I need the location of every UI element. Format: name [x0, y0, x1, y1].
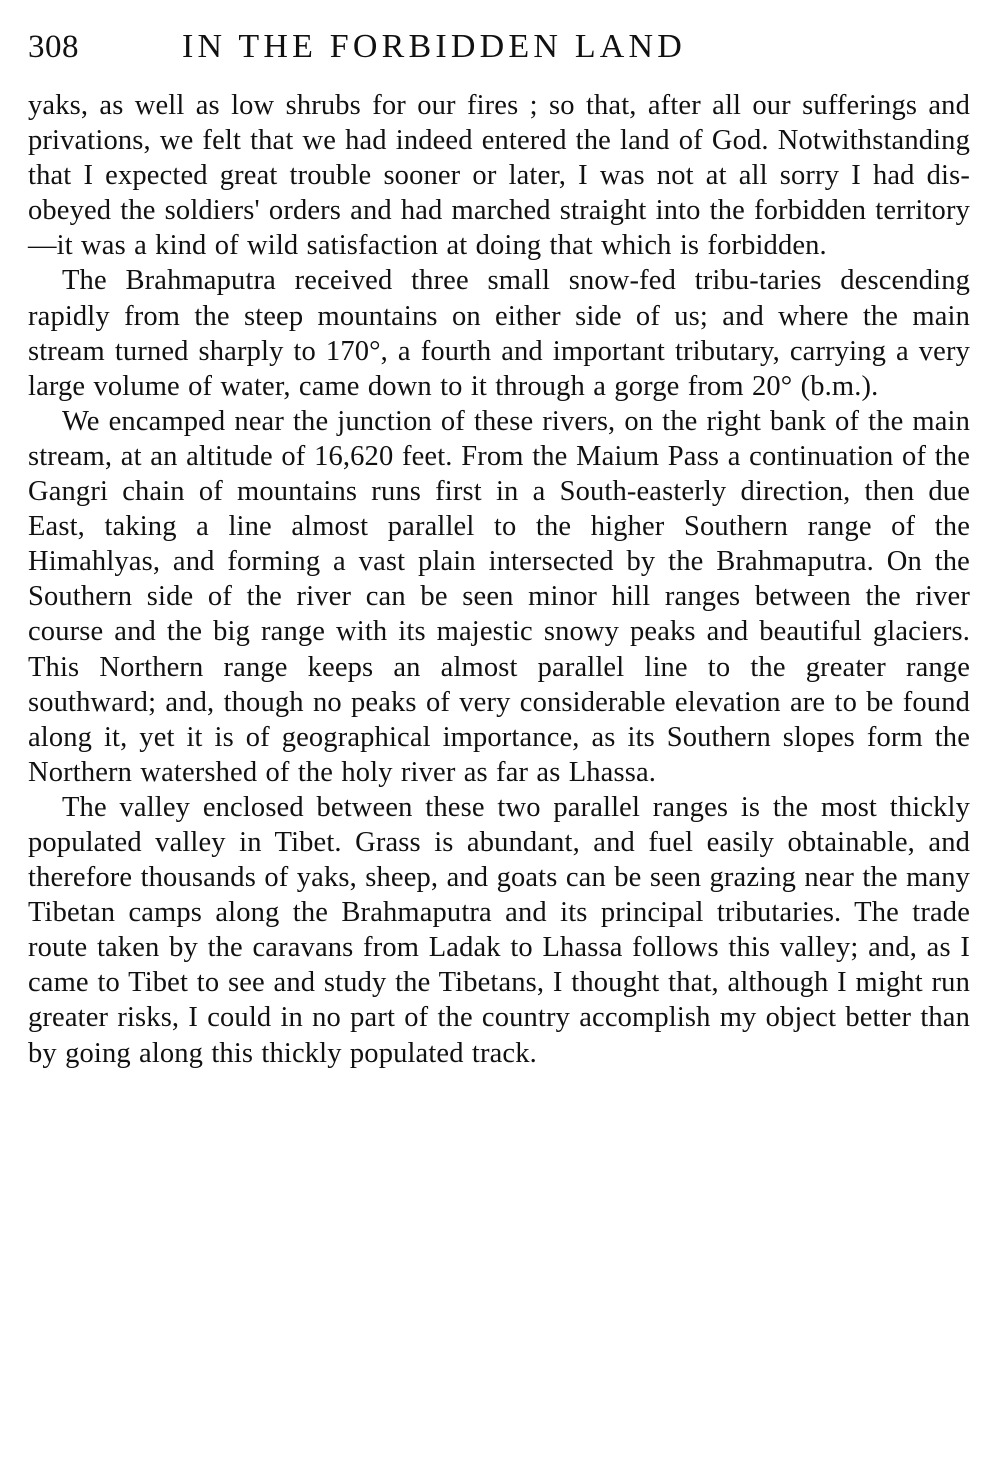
paragraph-valley: The valley enclosed between these two parallel ranges is the most thickly populated valley in Tibet. Grass is abundant, and fuel easily obtainable, and therefore thousands of yaks, sheep, and goats can be seen grazing near the many Tibetan camps along the Brahmaputra and its principal tributaries. The trade route taken by the caravans from Ladak to Lhassa follows this valley; and, as I came to Tibet to see and study the Tibetans, I thought that, although I might run greater risks, I could in no part of the country accomplish my object better than by going along this thickly populated track.	[28, 791, 970, 1069]
paragraph-continued: yaks, as well as low shrubs for our fires ; so that, after all our sufferings and privations, we felt that we had indeed entered the land of God. Notwithstanding that I expected great trouble sooner or later, I was not at all sorry I had dis-obeyed the soldiers' orders and had marched straight into the forbidden territory—it was a kind of wild satisfaction at doing that which is forbidden.	[28, 90, 970, 262]
paragraph-encampment: We encamped near the junction of these rivers, on the right bank of the main stream, at an altitude of 16,620 feet. From the Maium Pass a continuation of the Gangri chain of mountains runs first in a South-easterly direction, then due East, taking a line almost parallel to the higher Southern range of the Himahlyas, and forming a vast plain intersected by the Brahmaputra. On the Southern side of the river can be seen minor hill ranges between the river course and the big range with its majestic snowy peaks and beautiful glaciers. This Northern range keeps an almost parallel line to the greater range southward; and, though no peaks of very considerable elevation are to be found along it, yet it is of geographical importance, as its Southern slopes form the Northern watershed of the holy river as far as Lhassa.	[28, 405, 970, 788]
running-title: IN THE FORBIDDEN LAND	[182, 28, 687, 65]
page-number: 308	[28, 29, 79, 65]
body-text	[28, 88, 970, 1071]
running-head	[28, 22, 973, 72]
paragraph-brahmaputra-tributaries: The Brahmaputra received three small snow-fed tribu-taries descending rapidly from the steep mountains on either side of us; and where the main stream turned sharply to 170°, a fourth and important tributary, carrying a very large volume of water, came down to it through a gorge from 20° (b.m.).	[28, 265, 970, 402]
